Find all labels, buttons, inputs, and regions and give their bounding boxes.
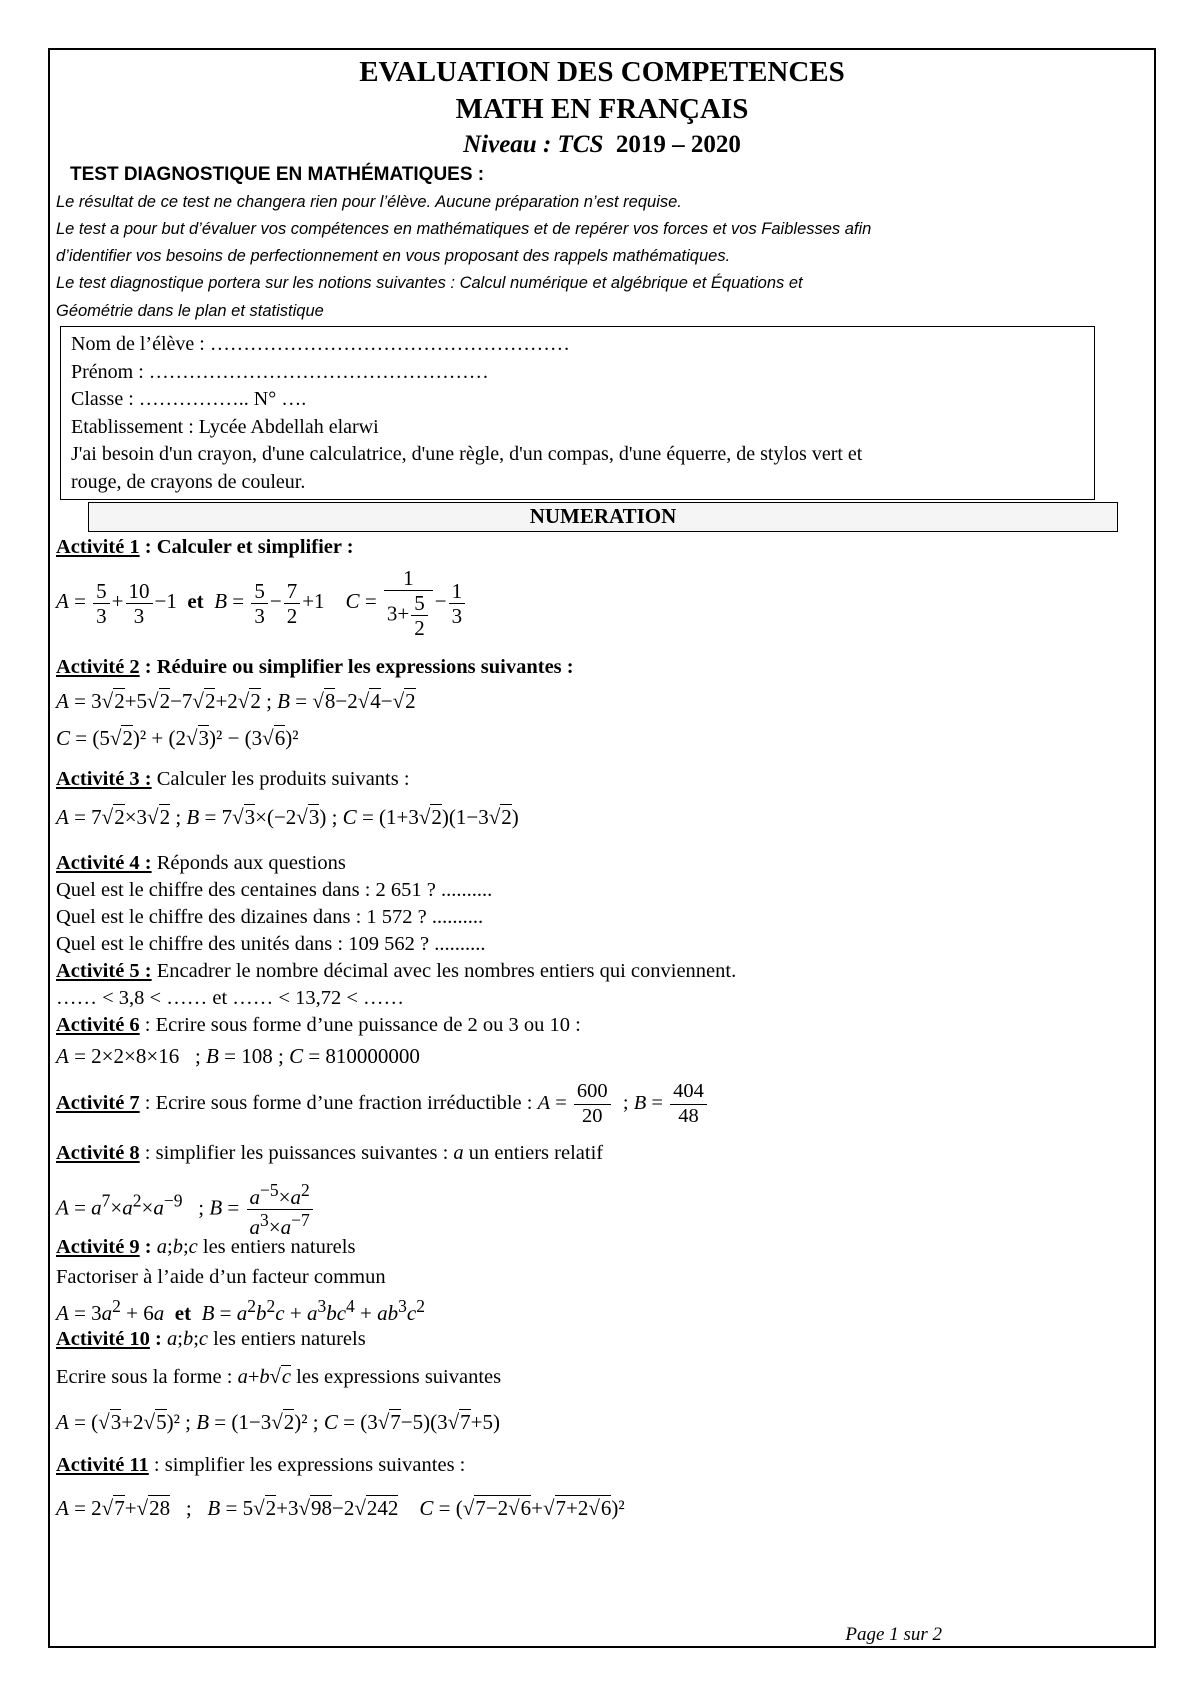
student-firstname-field[interactable]: Prénom : …………………………………………… <box>71 360 489 383</box>
activity-label: Activité 10 <box>56 1328 150 1350</box>
activity-label: Activité 3 : <box>56 768 152 790</box>
activity-label: Activité 11 <box>56 1454 149 1476</box>
question-line: Quel est le chiffre des dizaines dans : 1 572 ? .......... <box>56 906 484 928</box>
question-line: Quel est le chiffre des centaines dans : 2 651 ? .......... <box>56 879 493 901</box>
activity-instruction: : Ecrire sous forme d’une fraction irréductible : <box>139 1091 538 1114</box>
question-line: Quel est le chiffre des unités dans : 109 562 ? .......... <box>56 933 486 955</box>
bounding-line: …… < 3,8 < …… et …… < 13,72 < …… <box>56 987 405 1009</box>
activity-6-expressions: A = 2×2×8×16 ; B = 108 ; C = 810000000 <box>56 1044 420 1068</box>
intro-paragraph: d’identifier vos besoins de perfectionnement en vous proposant des rappels mathématiques. <box>56 247 731 265</box>
materials-line: J'ai besoin d'un crayon, d'une calculatrice, d'une règle, d'un compas, d'une équerre, de stylos vert et <box>71 443 863 465</box>
activity-1-heading <box>56 536 354 559</box>
document-title: EVALUATION DES COMPETENCES <box>359 56 845 88</box>
factorise-line: Factoriser à l’aide d’un facteur commun <box>56 1266 386 1288</box>
materials-line: rouge, de crayons de couleur. <box>71 470 306 493</box>
activity-tail: les entiers naturels <box>197 1236 356 1258</box>
activity-label: Activité 6 <box>56 1014 140 1036</box>
activity-label: Activité 4 : <box>56 852 152 874</box>
activity-2-expression-c: C = (5√2)² + (2√3)² − (3√6)² <box>56 726 299 750</box>
activity-tail: un entiers relatif <box>463 1142 604 1164</box>
activity-9-expressions: $A = 3a^2 + 6a$ et $B = a^2b^2c + a^3bc^4 + ab^3c^2$ <box>56 1296 425 1325</box>
intro-paragraph: Le résultat de ce test ne changera rien pour l’élève. Aucune préparation n’est requise. <box>56 193 682 211</box>
activity-10-heading: Activité 10 : a;b;c les entiers naturels <box>56 1328 366 1350</box>
activity-9-heading: Activité 9 : a;b;c les entiers naturels <box>56 1236 356 1258</box>
activity-10-expressions: A = (√3+2√5)² ; B = (1−3√2)² ; C = (3√7−5)(3√7+5) <box>56 1410 500 1434</box>
student-name-field[interactable]: Nom de l’élève : ……………………………………………… <box>71 333 570 355</box>
intro-paragraph: Le test a pour but d’évaluer vos compétences en mathématiques et de repérer vos forces et vos Faiblesses afin <box>56 220 872 238</box>
activity-4-heading <box>56 852 346 875</box>
activity-instruction: : simplifier les puissances suivantes : <box>139 1142 454 1164</box>
intro-paragraph: Le test diagnostique portera sur les notions suivantes : Calcul numérique et algébrique et Équations et <box>56 274 803 292</box>
activity-instruction: : Calculer et simplifier : <box>139 536 354 558</box>
school-year: 2019 – 2020 <box>615 131 741 158</box>
diagnostic-title: TEST DIAGNOSTIQUE EN MATHÉMATIQUES : <box>70 164 485 185</box>
activity-11-heading <box>56 1454 465 1477</box>
activity-3-heading <box>56 768 410 791</box>
student-class-field[interactable]: Classe : …………….. N° …. <box>71 388 307 410</box>
activity-instruction: : <box>139 1236 157 1258</box>
activity-tail: les entiers naturels <box>208 1328 366 1350</box>
activity-label: Activité 2 <box>56 656 140 678</box>
activity-8-expressions: $A = a^7\times a^2\times a^{-9}$ ; B = $\frac{a^{-5}\times a^2}{a^3\times a^{-7}}$ <box>56 1180 315 1239</box>
level-label: Niveau : TCS <box>463 131 604 158</box>
section-title-numeration: NUMERATION <box>88 502 1118 532</box>
activity-instruction: : Réduire ou simplifier les expressions suivantes : <box>139 656 574 678</box>
activity-7-heading: Activité 7 : Ecrire sous forme d’une fraction irréductible : A = $\frac{600}{20}$ ; B = $\frac{404}{48}$ <box>56 1080 709 1128</box>
intro-paragraph: Géométrie dans le plan et statistique <box>56 302 324 320</box>
activity-label: Activité 1 <box>56 536 140 558</box>
activity-6-heading <box>56 1014 581 1037</box>
activity-2-expression-ab: A = 3√2+5√2−7√2+2√2 ; B = √8−2√4−√2 <box>56 689 416 713</box>
form-line-pre: Ecrire sous la forme : <box>56 1366 238 1388</box>
activity-instruction: : <box>149 1328 167 1350</box>
activity-instruction: Calculer les produits suivants : <box>151 768 410 790</box>
document-subtitle: MATH EN FRANÇAIS <box>455 93 749 125</box>
school-line: Etablissement : Lycée Abdellah elarwi <box>71 415 379 438</box>
activity-11-expressions: A = 2√7+√28 ; B = 5√2+3√98−2√242 C = (√7−2√6+√7+2√6)² <box>56 1496 625 1520</box>
activity-instruction: : Ecrire sous forme d’une puissance de 2 ou 3 ou 10 : <box>139 1014 581 1036</box>
activity-1-expressions: A = $\frac{5}{3}$ + $\frac{10}{3}$ −1 et B = $\frac{5}{3}$ − $\frac{7}{2}$ +1 C = 1 3+ $\frac{5}{2}$ − $\frac{1}{3}$ <box>56 566 467 640</box>
student-info-box <box>60 326 1095 500</box>
level-line <box>48 131 1156 159</box>
activity-label: Activité 9 <box>56 1236 140 1258</box>
activity-instruction: : simplifier les expressions suivantes : <box>148 1454 466 1476</box>
form-line-post: les expressions suivantes <box>291 1366 502 1388</box>
activity-label: Activité 7 <box>56 1091 140 1114</box>
activity-instruction: Réponds aux questions <box>151 852 346 874</box>
activity-8-heading: Activité 8 : simplifier les puissances suivantes : a un entiers relatif <box>56 1142 604 1164</box>
activity-2-heading <box>56 656 574 679</box>
activity-label: Activité 5 : <box>56 960 152 982</box>
form-line: Ecrire sous la forme : a+b√c les expressions suivantes <box>56 1366 502 1388</box>
activity-5-heading <box>56 960 736 983</box>
activity-3-expressions: A = 7√2×3√2 ; B = 7√3×(−2√3) ; C = (1+3√2)(1−3√2) <box>56 805 519 829</box>
activity-instruction: Encadrer le nombre décimal avec les nombres entiers qui conviennent. <box>151 960 737 982</box>
activity-label: Activité 8 <box>56 1142 140 1164</box>
page-number: Page 1 sur 2 <box>845 1624 942 1645</box>
